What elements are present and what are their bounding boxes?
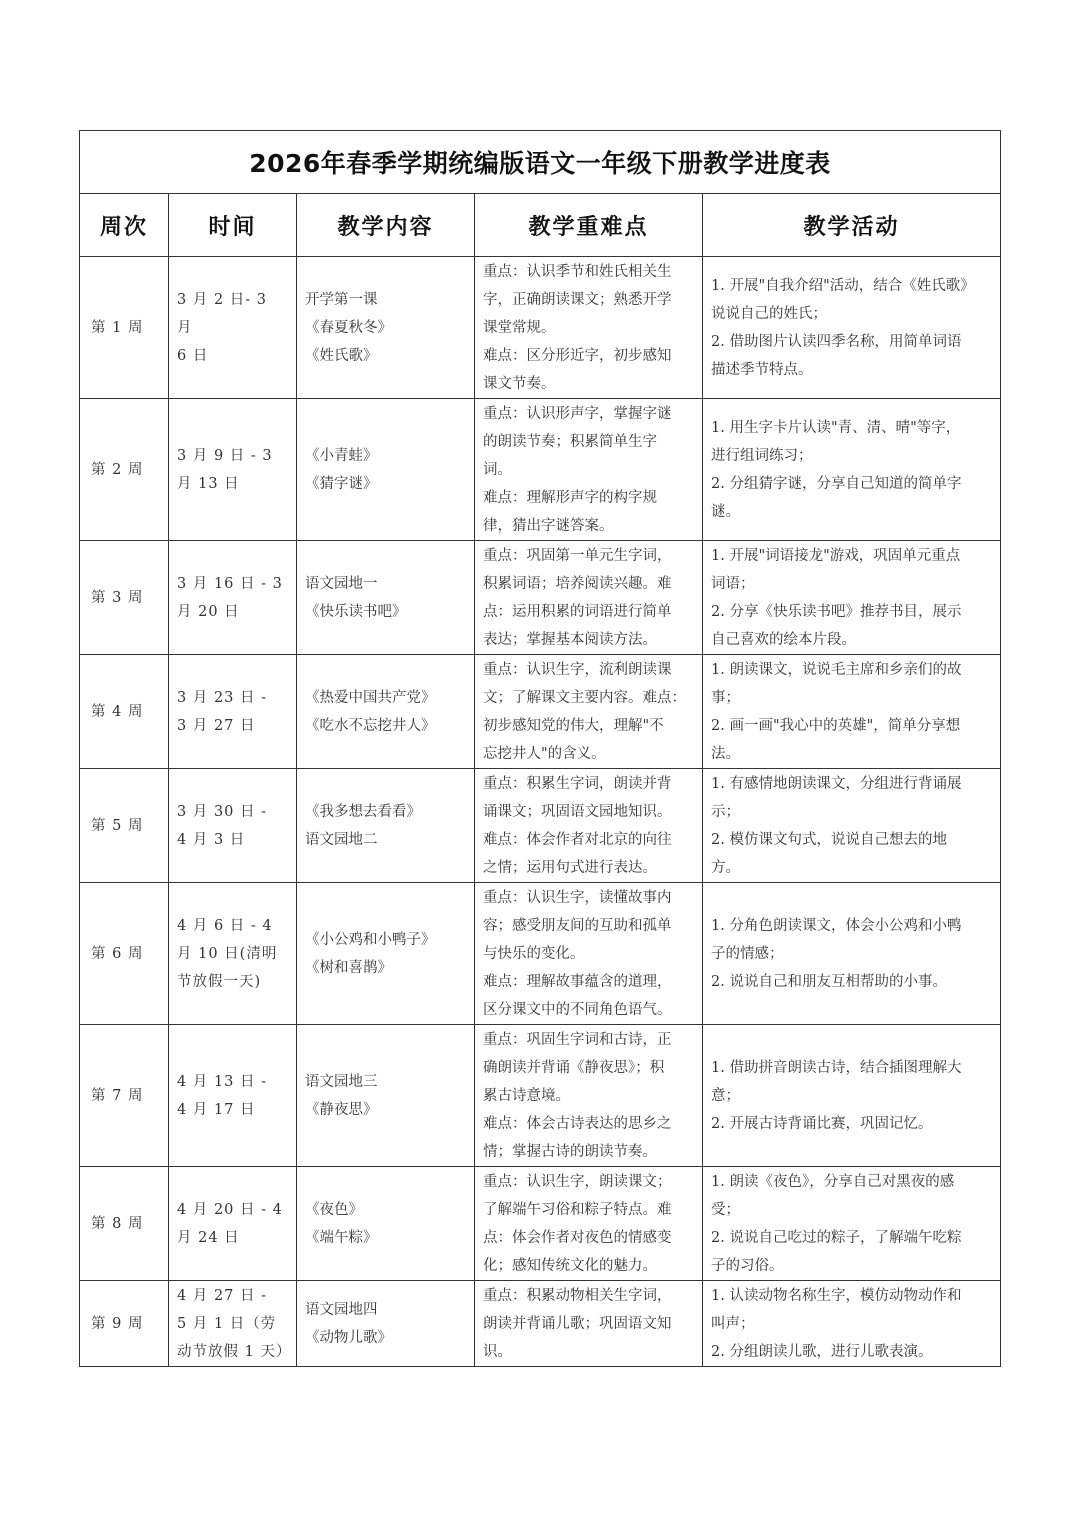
activities-line: 方。 [711,859,740,876]
time-line: 3 月 2 日- 3 月 [177,291,273,336]
keypoints-line: 识。 [483,1343,512,1360]
time-line: 4 月 3 日 [177,831,246,848]
keypoints-line: 重点：认识季节和姓氏相关生 [483,263,672,280]
keypoints-line: 课堂常规。 [483,319,556,336]
keypoints-cell [475,541,703,655]
content-line: 《树和喜鹊》 [305,959,392,976]
activities-line: 子的习俗。 [711,1257,784,1274]
content-line: 《小青蛙》 [305,447,378,464]
time-cell [169,883,297,1025]
activities-line: 1. 朗读《夜色》，分享自己对黑夜的感 [711,1173,955,1190]
time-line: 月 24 日 [177,1229,240,1246]
time-line: 动节放假 1 天） [177,1343,292,1360]
content-line: 语文园地三 [305,1073,378,1090]
keypoints-line: 点：运用积累的词语进行简单 [483,603,672,620]
keypoints-line: 之情；运用句式进行表达。 [483,859,657,876]
keypoints-line: 点：体会作者对夜色的情感变 [483,1229,672,1246]
activities-line: 1. 分角色朗读课文，体会小公鸡和小鸭 [711,917,962,934]
content-line: 语文园地一 [305,575,378,592]
week-cell: 第 6 周 [80,883,169,1025]
activities-line: 自己喜欢的绘本片段。 [711,631,856,648]
activities-cell [703,1281,1001,1367]
activities-line: 2. 分组朗读儿歌，进行儿歌表演。 [711,1343,933,1360]
keypoints-line: 朗读并背诵儿歌；巩固语文知 [483,1315,672,1332]
keypoints-line: 重点：巩固生字词和古诗，正 [483,1031,672,1048]
keypoints-line: 化；感知传统文化的魅力。 [483,1257,657,1274]
activities-cell [703,257,1001,399]
time-line: 4 月 17 日 [177,1101,256,1118]
keypoints-line: 累古诗意境。 [483,1087,570,1104]
teaching-schedule-table [79,130,1001,1367]
keypoints-line: 难点：区分形近字，初步感知 [483,347,672,364]
time-line: 月 20 日 [177,603,240,620]
time-line: 月 10 日(清明 [177,945,278,962]
activities-line: 1. 用生字卡片认读"青、清、晴"等字， [711,419,961,436]
keypoints-cell [475,1025,703,1167]
week-cell: 第 3 周 [80,541,169,655]
table-row [80,257,1001,399]
keypoints-line: 积累词语；培养阅读兴趣。难 [483,575,672,592]
keypoints-cell [475,1167,703,1281]
activities-line: 词语； [711,575,755,592]
content-line: 《静夜思》 [305,1101,378,1118]
keypoints-cell [475,769,703,883]
keypoints-line: 的朗读节奏；积累简单生字 [483,433,657,450]
keypoints-line: 容；感受朋友间的互助和孤单 [483,917,672,934]
content-line: 《动物儿歌》 [305,1329,392,1346]
keypoints-line: 区分课文中的不同角色语气。 [483,1001,672,1018]
keypoints-line: 难点：理解故事蕴含的道理， [483,973,672,990]
week-cell: 第 4 周 [80,655,169,769]
activities-line: 2. 分组猜字谜，分享自己知道的简单字 [711,475,962,492]
keypoints-cell [475,655,703,769]
time-line: 节放假一天) [177,973,262,990]
keypoints-line: 表达；掌握基本阅读方法。 [483,631,657,648]
activities-line: 1. 有感情地朗读课文，分组进行背诵展 [711,775,962,792]
activities-line: 描述季节特点。 [711,361,813,378]
time-line: 月 13 日 [177,475,240,492]
keypoints-line: 重点：积累生字词，朗读并背 [483,775,672,792]
content-cell [297,257,475,399]
time-cell [169,257,297,399]
content-cell [297,541,475,655]
keypoints-line: 情；掌握古诗的朗读节奏。 [483,1143,657,1160]
content-line: 《小公鸡和小鸭子》 [305,931,436,948]
activities-line: 意； [711,1087,740,1104]
activities-line: 1. 朗读课文，说说毛主席和乡亲们的故 [711,661,962,678]
activities-line: 1. 认读动物名称生字，模仿动物动作和 [711,1287,962,1304]
activities-line: 1. 开展"自我介绍"活动，结合《姓氏歌》 [711,277,975,294]
table-row [80,399,1001,541]
activities-line: 示； [711,803,740,820]
header-time: 时间 [169,194,297,257]
table-row [80,655,1001,769]
header-week: 周次 [80,194,169,257]
table-title: 2026年春季学期统编版语文一年级下册教学进度表 [80,131,1001,194]
content-line: 《我多想去看看》 [305,803,421,820]
activities-line: 2. 分享《快乐读书吧》推荐书目，展示 [711,603,962,620]
activities-line: 进行组词练习； [711,447,813,464]
keypoints-line: 确朗读并背诵《静夜思》；积 [483,1059,665,1076]
week-cell: 第 2 周 [80,399,169,541]
time-line: 3 月 16 日 - 3 [177,575,283,592]
keypoints-line: 文；了解课文主要内容。难点： [483,689,686,706]
activities-line: 事； [711,689,740,706]
content-line: 语文园地二 [305,831,378,848]
content-line: 《姓氏歌》 [305,347,378,364]
content-line: 《猜字谜》 [305,475,378,492]
table-row [80,541,1001,655]
keypoints-line: 重点：认识生字，读懂故事内 [483,889,672,906]
keypoints-cell [475,1281,703,1367]
activities-line: 2. 开展古诗背诵比赛，巩固记忆。 [711,1115,933,1132]
activities-cell [703,1025,1001,1167]
table-row [80,1167,1001,1281]
content-cell [297,1025,475,1167]
time-cell [169,1281,297,1367]
activities-line: 1. 开展"词语接龙"游戏，巩固单元重点 [711,547,961,564]
activities-cell [703,883,1001,1025]
header-content: 教学内容 [297,194,475,257]
time-cell [169,1025,297,1167]
activities-line: 2. 画一画"我心中的英雄"，简单分享想 [711,717,961,734]
activities-cell [703,1167,1001,1281]
content-line: 《春夏秋冬》 [305,319,392,336]
time-line: 4 月 27 日 - [177,1287,268,1304]
week-cell: 第 7 周 [80,1025,169,1167]
keypoints-line: 重点：认识形声字，掌握字谜 [483,405,672,422]
time-line: 6 日 [177,347,209,364]
activities-line: 谜。 [711,503,740,520]
keypoints-line: 律，猜出字谜答案。 [483,517,614,534]
keypoints-line: 难点：体会作者对北京的向往 [483,831,672,848]
header-activities: 教学活动 [703,194,1001,257]
content-cell [297,1281,475,1367]
time-line: 3 月 23 日 - [177,689,268,706]
time-line: 5 月 1 日（劳 [177,1315,277,1332]
time-line: 3 月 9 日 - 3 [177,447,273,464]
keypoints-line: 词。 [483,461,512,478]
time-line: 4 月 20 日 - 4 [177,1201,283,1218]
keypoints-line: 课文节奏。 [483,375,556,392]
activities-line: 1. 借助拼音朗读古诗，结合插图理解大 [711,1059,962,1076]
header-row [80,194,1001,257]
table-row [80,883,1001,1025]
keypoints-line: 重点：积累动物相关生字词， [483,1287,672,1304]
activities-cell [703,655,1001,769]
keypoints-cell [475,257,703,399]
keypoints-line: 难点：理解形声字的构字规 [483,489,657,506]
keypoints-line: 重点：认识生字，流利朗读课 [483,661,672,678]
time-line: 4 月 13 日 - [177,1073,268,1090]
content-line: 《热爱中国共产党》 [305,689,436,706]
activities-cell [703,769,1001,883]
time-line: 4 月 6 日 - 4 [177,917,273,934]
activities-line: 子的情感； [711,945,784,962]
activities-line: 2. 模仿课文句式，说说自己想去的地 [711,831,947,848]
content-cell [297,769,475,883]
content-cell [297,883,475,1025]
time-line: 3 月 30 日 - [177,803,268,820]
keypoints-line: 重点：认识生字，朗读课文； [483,1173,672,1190]
keypoints-line: 了解端午习俗和粽子特点。难 [483,1201,672,1218]
keypoints-line: 初步感知党的伟大，理解"不 [483,717,664,734]
table-row [80,1281,1001,1367]
activities-line: 2. 借助图片认读四季名称，用简单词语 [711,333,962,350]
content-line: 《快乐读书吧》 [305,603,407,620]
week-cell: 第 8 周 [80,1167,169,1281]
activities-line: 说说自己的姓氏； [711,305,827,322]
content-cell [297,1167,475,1281]
keypoints-cell [475,399,703,541]
activities-line: 2. 说说自己吃过的粽子，了解端午吃粽 [711,1229,962,1246]
time-cell [169,1167,297,1281]
content-line: 《端午粽》 [305,1229,378,1246]
title-row [80,131,1001,194]
content-line: 《吃水不忘挖井人》 [305,717,436,734]
week-cell: 第 9 周 [80,1281,169,1367]
time-line: 3 月 27 日 [177,717,256,734]
week-cell: 第 1 周 [80,257,169,399]
content-cell [297,655,475,769]
activities-line: 受； [711,1201,740,1218]
activities-line: 叫声； [711,1315,755,1332]
content-line: 语文园地四 [305,1301,378,1318]
activities-line: 2. 说说自己和朋友互相帮助的小事。 [711,973,947,990]
content-cell [297,399,475,541]
time-cell [169,769,297,883]
activities-line: 法。 [711,745,740,762]
keypoints-line: 诵课文；巩固语文园地知识。 [483,803,672,820]
keypoints-line: 重点：巩固第一单元生字词， [483,547,672,564]
table-row [80,769,1001,883]
activities-cell [703,399,1001,541]
time-cell [169,541,297,655]
keypoints-line: 字，正确朗读课文；熟悉开学 [483,291,672,308]
activities-cell [703,541,1001,655]
keypoints-line: 与快乐的变化。 [483,945,585,962]
keypoints-line: 忘挖井人"的含义。 [483,745,606,762]
content-line: 《夜色》 [305,1201,363,1218]
week-cell: 第 5 周 [80,769,169,883]
table-row [80,1025,1001,1167]
keypoints-line: 难点：体会古诗表达的思乡之 [483,1115,672,1132]
header-keypoints: 教学重难点 [475,194,703,257]
time-cell [169,655,297,769]
time-cell [169,399,297,541]
keypoints-cell [475,883,703,1025]
content-line: 开学第一课 [305,291,378,308]
